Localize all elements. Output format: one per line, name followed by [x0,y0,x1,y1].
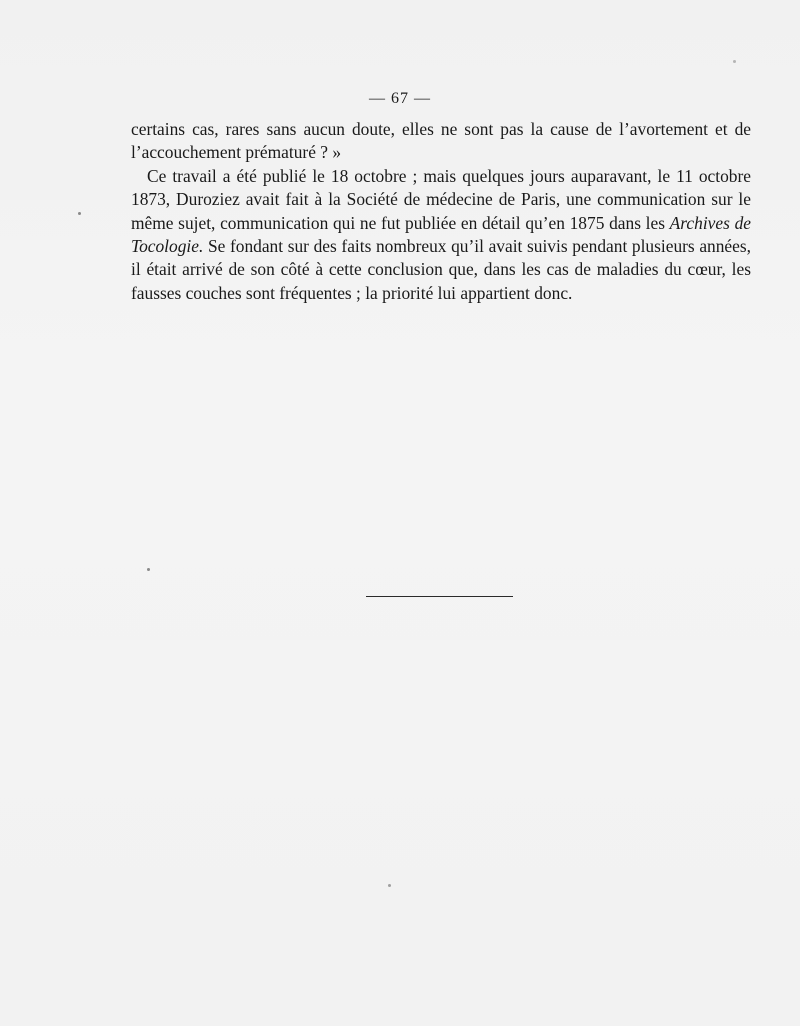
paragraph-1: certains cas, rares sans aucun doute, elles ne sont pas la cause de l’avortement et de l’accouchement prématuré ? » [131,119,751,163]
paper-speck [78,212,81,215]
journal-title: Archives de Tocologie. [131,212,751,257]
page-number: — 67 — [369,90,431,107]
section-divider-rule [366,596,513,597]
paragraph-2-text-start: Ce travail a été publié le 18 octobre ; mais quelques jours auparavant, le 11 octobre 1873, Duroziez avait fait à la Société de médecine de Paris, une communication sur le même sujet, communication qui ne fut publiée en détail qu’en 1875 dans les [131,165,751,233]
paragraph-2 [131,165,751,305]
body-text [131,118,751,305]
paper-speck [733,60,736,63]
paper-speck [147,568,150,571]
paper-speck [388,884,391,887]
paragraph-2-text-end: Se fondant sur des faits nombreux qu’il avait suivis pendant plusieurs années, il était arrivé de son côté à cette conclusion que, dans les cas de maladies du cœur, les fausses couches sont fréquentes ; la priorité lui appartient donc. [131,236,751,303]
